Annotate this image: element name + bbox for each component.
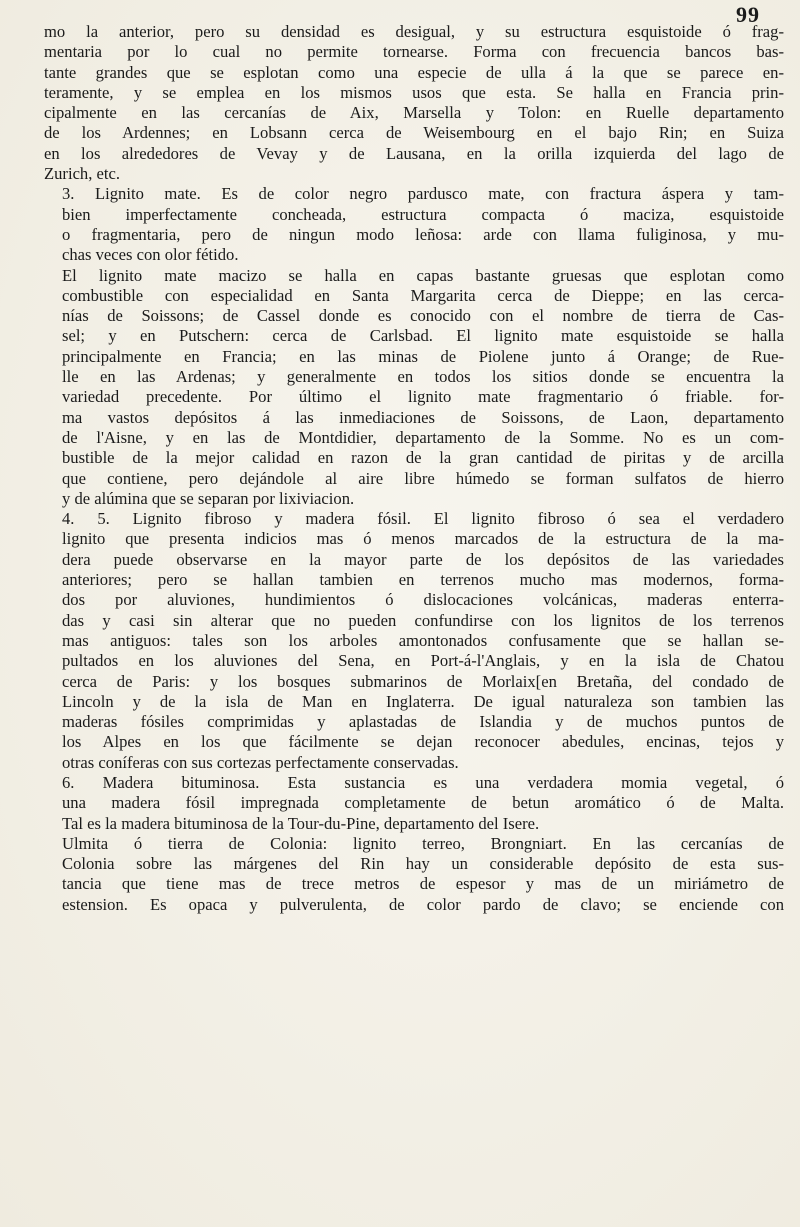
text-line: variedad precedente. Por último el lignito mate fragmentario ó friable. for- [62, 387, 784, 407]
text-line: bustible de la mejor calidad en razon de la gran cantidad de piritas y de arcilla [62, 448, 784, 468]
text-line: dera puede observarse en la mayor parte de los depósitos de las variedades [62, 549, 784, 569]
text-line: sel; y en Putschern: cerca de Carlsbad. El lignito mate esquistoide se halla [62, 326, 784, 346]
text-line: otras coníferas con sus cortezas perfectamente conservadas. [62, 752, 459, 772]
text-line: ma vastos depósitos á las inmediaciones de Soissons, de Laon, departamento [62, 407, 784, 427]
paragraph-limestone-continued [44, 22, 784, 184]
paragraph-lignito-fibroso [44, 509, 784, 773]
text-line: los Alpes en los que fácilmente se dejan reconocer abedules, encinas, tejos y [62, 732, 784, 752]
text-line: Ulmita ó tierra de Colonia: lignito terreo, Brongniart. En las cercanías de [62, 833, 784, 853]
text-line: maderas fósiles comprimidas y aplastadas de Islandia y de muchos puntos de [62, 712, 784, 732]
text-line: combustible con especialidad en Santa Margarita cerca de Dieppe; en las cerca- [62, 285, 784, 305]
text-line: cerca de Paris: y los bosques submarinos de Morlaix[en Bretaña, del condado de [62, 671, 784, 691]
page-number: 99 [736, 2, 760, 27]
paragraph-madera-bituminosa [44, 773, 784, 834]
text-line: o fragmentaria, pero de ningun modo leñosa: arde con llama fuliginosa, y mu- [62, 224, 784, 244]
text-line: anteriores; pero se hallan tambien en terrenos mucho mas modernos, forma- [62, 570, 784, 590]
text-line: principalmente en Francia; en las minas de Piolene junto á Orange; de Rue- [62, 346, 784, 366]
text-line: lignito que presenta indicios mas ó menos marcados de la estructura de la ma- [62, 529, 784, 549]
text-line: mo la anterior, pero su densidad es desigual, y su estructura esquistoide ó frag- [44, 22, 784, 41]
text-line: tante grandes que se esplotan como una especie de ulla á la que se parece en- [44, 62, 784, 82]
text-line: estension. Es opaca y pulverulenta, de color pardo de clavo; se enciende con [62, 894, 784, 914]
text-line: cipalmente en las cercanías de Aix, Marsella y Tolon: en Ruelle departamento [44, 103, 784, 123]
body-text [44, 22, 784, 915]
text-line: de l'Aisne, y en las de Montdidier, departamento de la Somme. No es un com- [62, 427, 784, 447]
text-line: 6. Madera bituminosa. Esta sustancia es una verdadera momia vegetal, ó [62, 772, 784, 792]
paragraph-ulmita [44, 834, 784, 915]
text-line: una madera fósil impregnada completamente de betun aromático ó de Malta. [62, 793, 784, 813]
text-line: lle en las Ardenas; y generalmente en todos los sitios donde se encuentra la [62, 367, 784, 387]
text-line: Colonia sobre las márgenes del Rin hay un considerable depósito de esta sus- [62, 854, 784, 874]
text-line: que contiene, pero dejándole al aire libre húmedo se forman sulfatos de hierro [62, 468, 784, 488]
paragraph-lignito-mate-macizo [44, 266, 784, 510]
text-line: pultados en los aluviones del Sena, en Port-á-l'Anglais, y en la isla de Chatou [62, 651, 784, 671]
text-line: teramente, y se emplea en los mismos usos que esta. Se halla en Francia prin- [44, 82, 784, 102]
text-line: das y casi sin alterar que no pueden confundirse con los lignitos de los terrenos [62, 610, 784, 630]
text-line: mentaria por lo cual no permite tornearse. Forma con frecuencia bancos bas- [44, 42, 784, 62]
text-line: de los Ardennes; en Lobsann cerca de Weisembourg en el bajo Rin; en Suiza [44, 123, 784, 143]
text-line: en los alrededores de Vevay y de Lausana, en la orilla izquierda del lago de [44, 143, 784, 163]
text-line: bien imperfectamente concheada, estructura compacta ó maciza, esquistoide [62, 204, 784, 224]
text-line: Tal es la madera bituminosa de la Tour-du-Pine, departamento del Isere. [62, 813, 540, 833]
text-line: y de alúmina que se separan por lixiviacion. [62, 488, 355, 508]
text-line: 4. 5. Lignito fibroso y madera fósil. El lignito fibroso ó sea el verdadero [62, 509, 784, 529]
text-line: tancia que tiene mas de trece metros de espesor y mas de un miriámetro de [62, 874, 784, 894]
text-line: El lignito mate macizo se halla en capas bastante gruesas que esplotan como [62, 265, 784, 285]
paragraph-lignito-mate [44, 184, 784, 265]
text-line: mas antiguos: tales son los arboles amontonados confusamente que se hallan se- [62, 630, 784, 650]
text-line: Zurich, etc. [44, 164, 121, 184]
text-line: nías de Soissons; de Cassel donde es conocido con el nombre de tierra de Cas- [62, 306, 784, 326]
text-line: Lincoln y de la isla de Man en Inglaterra. De igual naturaleza son tambien las [62, 691, 784, 711]
text-line: dos por aluviones, hundimientos ó dislocaciones volcánicas, maderas enterra- [62, 590, 784, 610]
text-line: 3. Lignito mate. Es de color negro pardusco mate, con fractura áspera y tam- [62, 184, 784, 204]
text-line: chas veces con olor fétido. [62, 245, 239, 265]
